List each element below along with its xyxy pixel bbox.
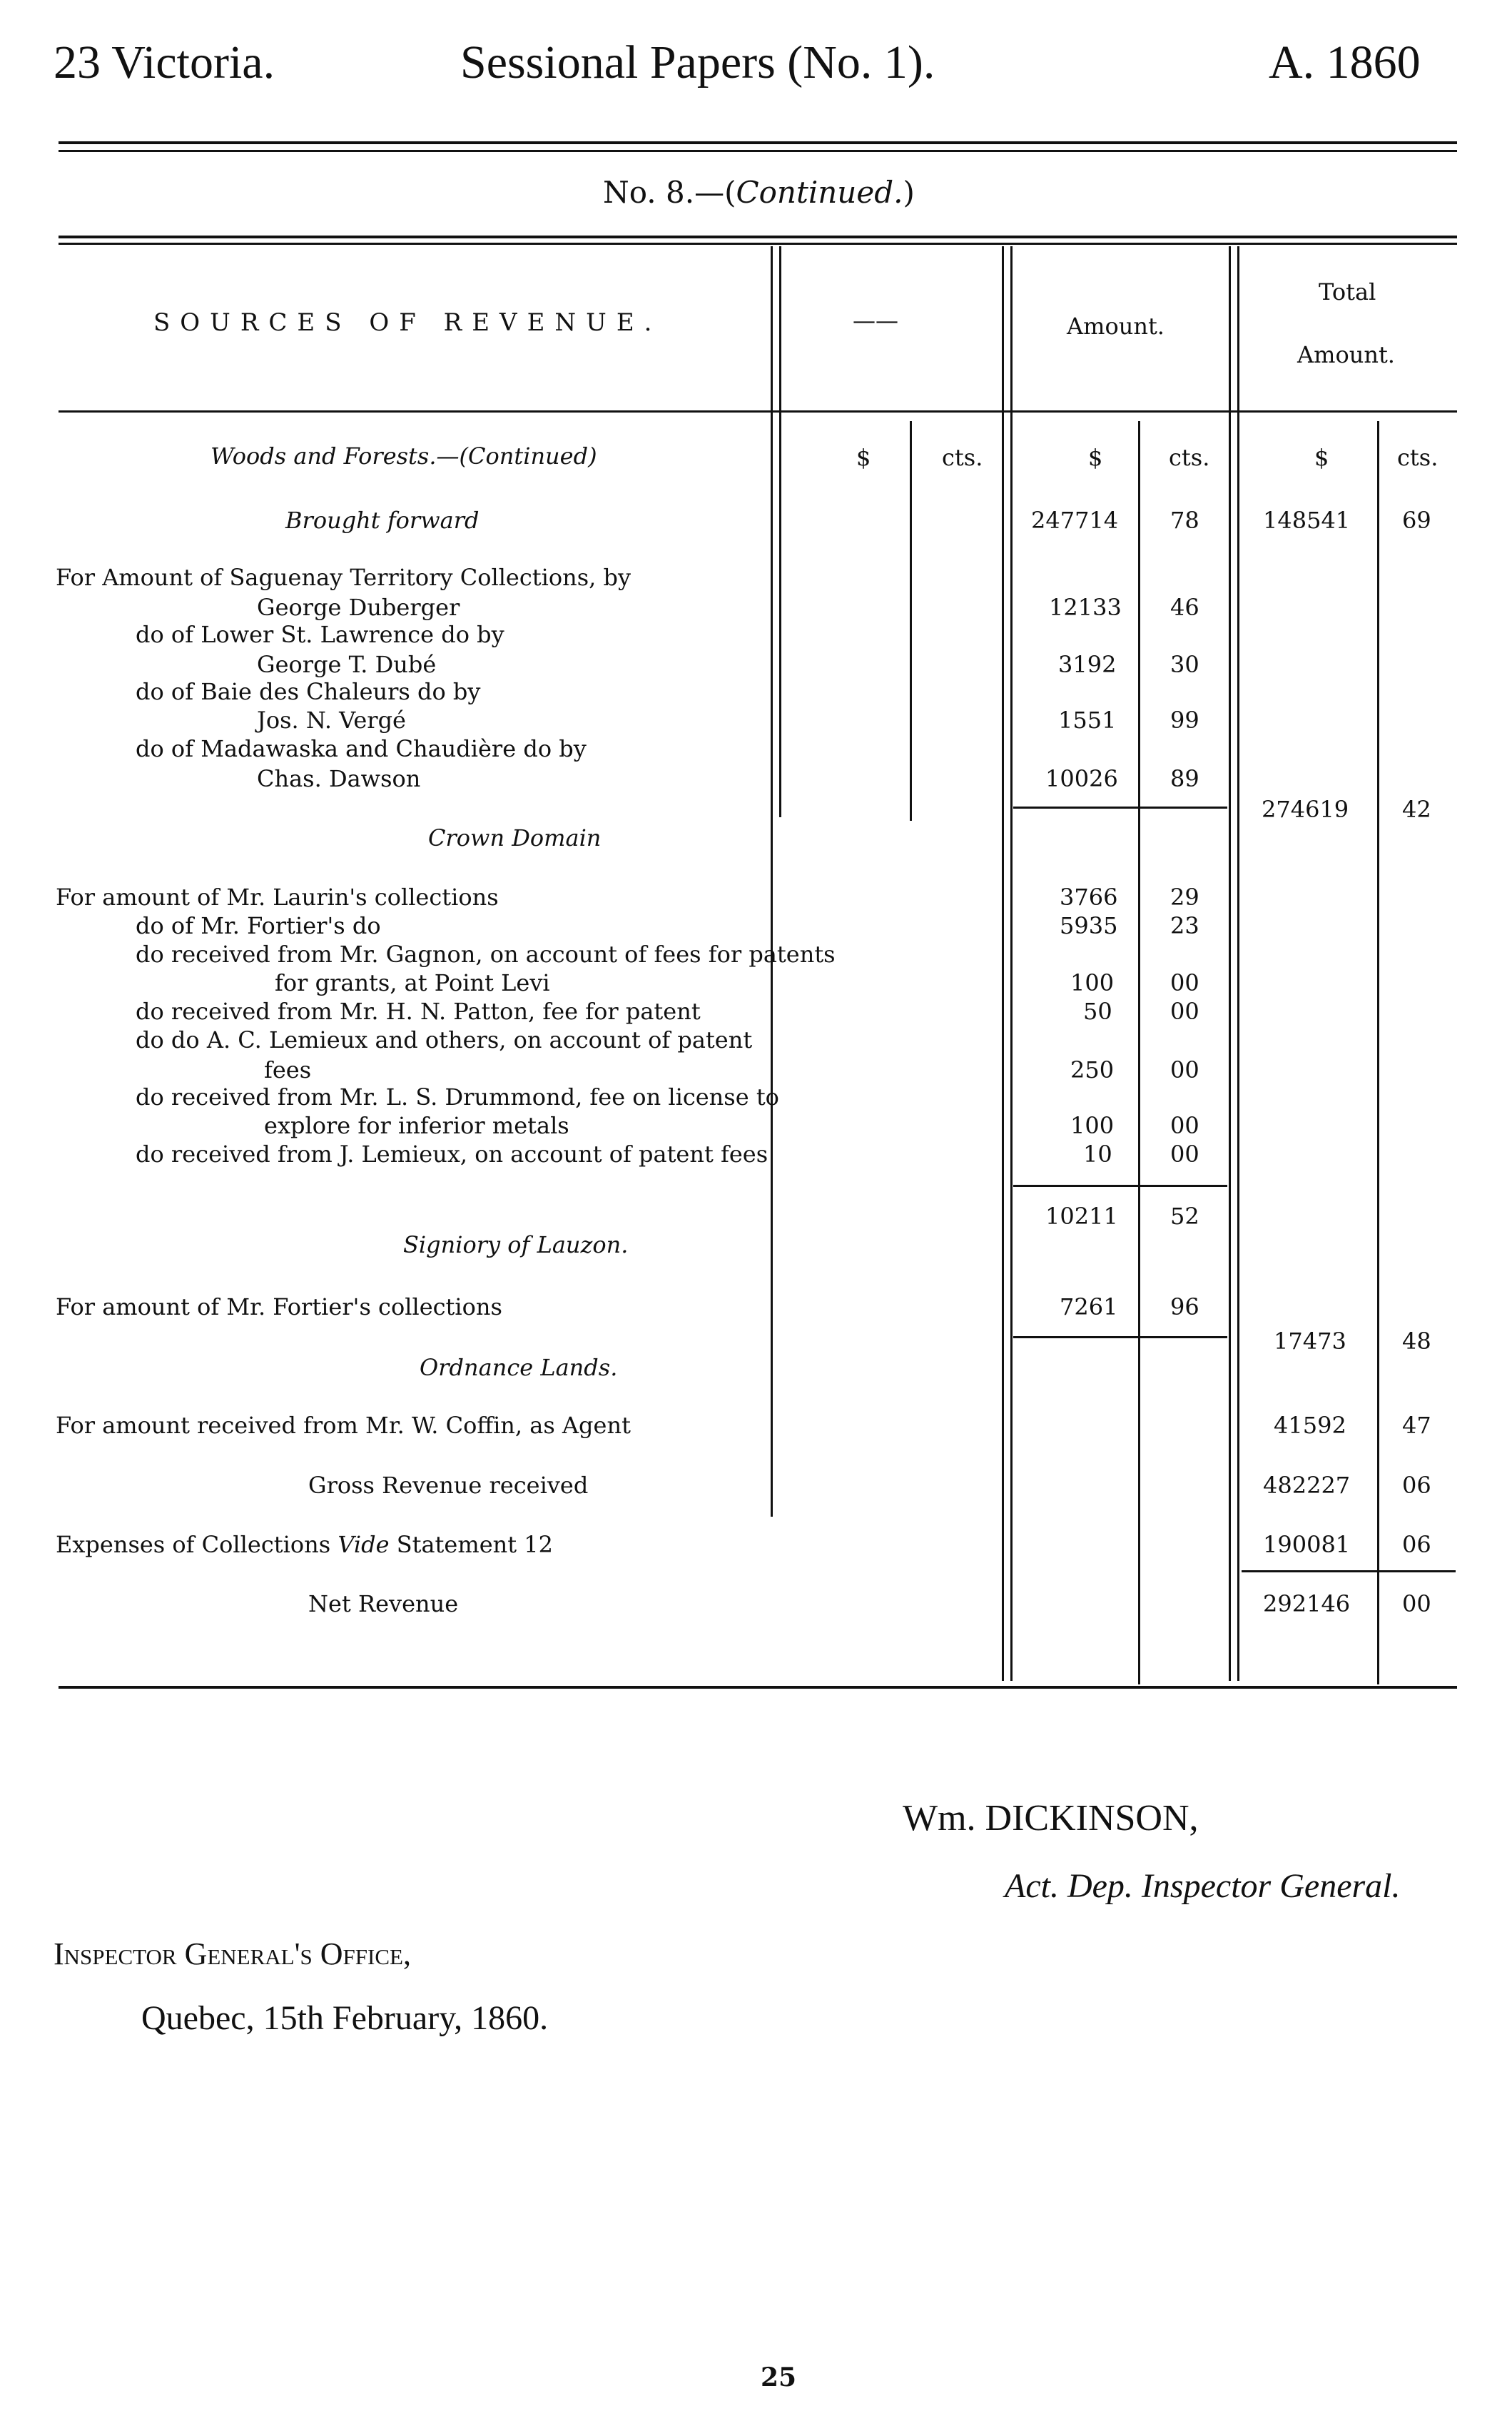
crown-subtotal-cts: 52 bbox=[1170, 1203, 1199, 1230]
gross-revenue-total: 482227 bbox=[1263, 1472, 1351, 1499]
ordnance-row: For amount received from Mr. W. Coffin, as Agent bbox=[56, 1412, 631, 1439]
row-baie-chaleurs-2: Jos. N. Vergé bbox=[257, 707, 406, 734]
net-revenue-total: 292146 bbox=[1263, 1590, 1351, 1617]
row-saguenay: For Amount of Saguenay Territory Collections, by bbox=[56, 564, 631, 591]
crown-row-jlemieux-cts: 00 bbox=[1170, 1141, 1199, 1168]
brought-total: 148541 bbox=[1263, 507, 1351, 534]
crown-row-drummond: do received from Mr. L. S. Drummond, fee on license to bbox=[136, 1083, 779, 1111]
seigniory-row-amt: 7261 bbox=[1060, 1293, 1118, 1320]
crown-row-fortier-cts: 23 bbox=[1170, 912, 1199, 939]
col-rule-cts-3 bbox=[1377, 421, 1379, 1684]
ordnance-row-total: 41592 bbox=[1274, 1412, 1346, 1439]
expenses-cts: 06 bbox=[1402, 1531, 1431, 1558]
brought-forward: Brought forward bbox=[285, 507, 480, 534]
col-header-total-1: Total bbox=[1319, 278, 1376, 305]
col-rule-1b bbox=[779, 246, 781, 817]
crown-total-cts: 48 bbox=[1402, 1328, 1431, 1355]
row-saguenay-2: George Duberger bbox=[257, 594, 460, 621]
col-header-sources: SOURCES OF REVENUE. bbox=[153, 308, 662, 337]
col-rule-cts-1 bbox=[910, 421, 912, 821]
table-rule-top bbox=[59, 236, 1457, 238]
page-number: 25 bbox=[761, 2362, 797, 2392]
crown-row-patton-amt: 50 bbox=[1083, 998, 1112, 1025]
crown-row-lemieux-2: fees bbox=[264, 1056, 312, 1083]
col-header-total-2: Amount. bbox=[1297, 341, 1395, 368]
row-saguenay-amt: 12133 bbox=[1049, 594, 1122, 621]
office-line-1: Inspector General's Office, bbox=[54, 1936, 411, 1971]
crown-row-laurin-cts: 29 bbox=[1170, 884, 1199, 911]
table-rule-bottom bbox=[59, 1686, 1457, 1689]
brought-amt: 247714 bbox=[1031, 507, 1119, 534]
expenses-total: 190081 bbox=[1263, 1531, 1351, 1558]
header-center: Sessional Papers (No. 1). bbox=[460, 36, 935, 89]
crown-row-gagnon-amt: 100 bbox=[1070, 969, 1115, 996]
header-left: 23 Victoria. bbox=[54, 36, 275, 89]
row-baie-chaleurs-amt: 1551 bbox=[1058, 707, 1117, 734]
expenses-label: Expenses of Collections Vide Statement 12 bbox=[56, 1531, 553, 1558]
net-revenue-label: Net Revenue bbox=[308, 1590, 459, 1617]
crown-subtotal-rule bbox=[1013, 1185, 1227, 1187]
row-madawaska-2: Chas. Dawson bbox=[257, 765, 421, 792]
row-lower-stlawrence-2: George T. Dubé bbox=[257, 651, 437, 678]
woods-total-cts: 42 bbox=[1402, 796, 1431, 823]
woods-total: 274619 bbox=[1262, 796, 1349, 823]
crown-row-lemieux: do do A. C. Lemieux and others, on account of patent bbox=[136, 1026, 753, 1053]
col-header-amount: Amount. bbox=[1067, 313, 1165, 340]
signature-name: Wm. DICKINSON, bbox=[903, 1798, 1199, 1839]
crown-row-fortier-amt: 5935 bbox=[1060, 912, 1118, 939]
crown-row-laurin: For amount of Mr. Laurin's collections bbox=[56, 884, 499, 911]
net-revenue-cts: 00 bbox=[1402, 1590, 1431, 1617]
row-lower-stlawrence: do of Lower St. Lawrence do by bbox=[136, 621, 504, 648]
row-madawaska-cts: 89 bbox=[1170, 765, 1199, 792]
cents-2: cts. bbox=[1169, 444, 1210, 471]
crown-row-drummond-2: explore for inferior metals bbox=[264, 1112, 569, 1139]
section-woods: Woods and Forests.—(Continued) bbox=[210, 443, 597, 470]
crown-row-gagnon-cts: 00 bbox=[1170, 969, 1199, 996]
col-rule-cts-2 bbox=[1138, 421, 1140, 1684]
crown-subtotal-amt: 10211 bbox=[1045, 1203, 1118, 1230]
crown-row-fortier: do of Mr. Fortier's do bbox=[136, 912, 381, 939]
crown-row-patton-cts: 00 bbox=[1170, 998, 1199, 1025]
dollar-1: $ bbox=[856, 444, 871, 471]
col-header-dash: —— bbox=[853, 307, 898, 334]
crown-row-lemieux-cts: 00 bbox=[1170, 1056, 1199, 1083]
crown-row-jlemieux-amt: 10 bbox=[1083, 1141, 1112, 1168]
gross-revenue-cts: 06 bbox=[1402, 1472, 1431, 1499]
gross-revenue-label: Gross Revenue received bbox=[308, 1472, 589, 1499]
crown-row-drummond-cts: 00 bbox=[1170, 1112, 1199, 1139]
dollar-2: $ bbox=[1088, 444, 1103, 471]
crown-row-lemieux-amt: 250 bbox=[1070, 1056, 1115, 1083]
net-rule bbox=[1242, 1570, 1456, 1572]
col-rule-2 bbox=[1002, 246, 1004, 1681]
row-lower-stlawrence-amt: 3192 bbox=[1058, 651, 1117, 678]
seigniory-row: For amount of Mr. Fortier's collections bbox=[56, 1293, 502, 1320]
col-rule-2b bbox=[1010, 246, 1013, 1681]
col-rule-3b bbox=[1237, 246, 1239, 1681]
section-ordnance: Ordnance Lands. bbox=[420, 1354, 618, 1381]
crown-row-drummond-amt: 100 bbox=[1070, 1112, 1115, 1139]
seigniory-row-cts: 96 bbox=[1170, 1293, 1199, 1320]
dollar-3: $ bbox=[1314, 444, 1329, 471]
header-rule-top bbox=[59, 141, 1457, 144]
office-line-2: Quebec, 15th February, 1860. bbox=[141, 1999, 549, 2037]
woods-subtotal-rule bbox=[1013, 807, 1227, 809]
brought-cts: 78 bbox=[1170, 507, 1199, 534]
section-crown: Crown Domain bbox=[428, 824, 602, 851]
crown-row-patton: do received from Mr. H. N. Patton, fee for patent bbox=[136, 998, 701, 1025]
row-madawaska: do of Madawaska and Chaudière do by bbox=[136, 735, 587, 762]
crown-total: 17473 bbox=[1274, 1328, 1346, 1355]
section-seigniory: Signiory of Lauzon. bbox=[403, 1231, 629, 1258]
row-baie-chaleurs-cts: 99 bbox=[1170, 707, 1199, 734]
cents-3: cts. bbox=[1397, 444, 1439, 471]
table-rule-top-2 bbox=[59, 243, 1457, 245]
signature-title: Act. Dep. Inspector General. bbox=[1005, 1867, 1401, 1905]
row-baie-chaleurs: do of Baie des Chaleurs do by bbox=[136, 678, 481, 705]
crown-row-laurin-amt: 3766 bbox=[1060, 884, 1118, 911]
seigniory-subtotal-rule bbox=[1013, 1336, 1227, 1338]
table-subtitle: No. 8.—(Continued.) bbox=[603, 175, 915, 210]
crown-row-gagnon-2: for grants, at Point Levi bbox=[275, 969, 550, 996]
header-rule-bottom bbox=[59, 150, 1457, 152]
crown-row-jlemieux: do received from J. Lemieux, on account of patent fees bbox=[136, 1141, 768, 1168]
ordnance-row-cts: 47 bbox=[1402, 1412, 1431, 1439]
col-rule-3 bbox=[1229, 246, 1231, 1681]
col-header-rule bbox=[59, 410, 1457, 413]
col-rule-1 bbox=[771, 246, 773, 1517]
cents-1: cts. bbox=[942, 444, 983, 471]
brought-total-cts: 69 bbox=[1402, 507, 1431, 534]
header-right: A. 1860 bbox=[1269, 36, 1421, 89]
row-lower-stlawrence-cts: 30 bbox=[1170, 651, 1199, 678]
row-madawaska-amt: 10026 bbox=[1045, 765, 1118, 792]
crown-row-gagnon: do received from Mr. Gagnon, on account of fees for patents bbox=[136, 941, 836, 968]
row-saguenay-cts: 46 bbox=[1170, 594, 1199, 621]
